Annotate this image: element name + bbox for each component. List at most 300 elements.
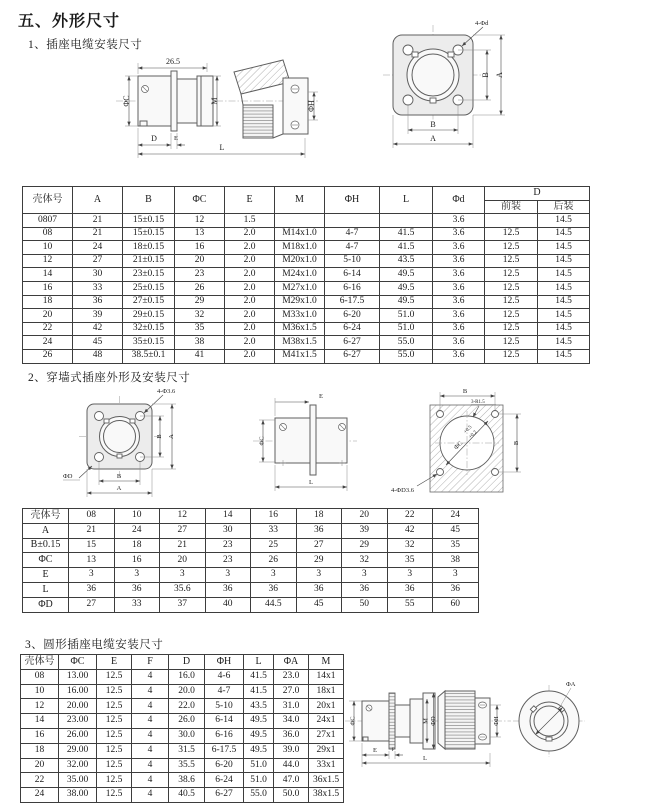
panel-cutout-view xyxy=(391,388,521,494)
table-row xyxy=(23,597,479,612)
table-cell: 3.6 xyxy=(433,322,485,336)
table-cell: 24x1 xyxy=(309,714,344,729)
dim-phiA: ΦA xyxy=(566,681,576,688)
table-cell: 36 xyxy=(69,582,115,597)
table-round-socket-cable-dimensions xyxy=(20,654,344,803)
table-cell: 55.0 xyxy=(380,336,433,350)
table-cell: 3.6 xyxy=(433,227,485,241)
table-cell: 31.5 xyxy=(169,743,205,758)
table-cell: 12.5 xyxy=(485,254,538,268)
table-cell: 12.5 xyxy=(97,699,132,714)
table-cell: 23.0 xyxy=(274,669,309,684)
column-header: D xyxy=(169,655,205,670)
table-cell: 12.5 xyxy=(97,788,132,803)
table-cell: 24 xyxy=(21,788,59,803)
table-cell: 14.5 xyxy=(538,295,590,309)
table-cell: 38 xyxy=(433,553,479,568)
table-row xyxy=(23,281,590,295)
table-cell: 3.6 xyxy=(433,214,485,228)
table-cell: M29x1.0 xyxy=(275,295,325,309)
table-cell: 27±0.15 xyxy=(123,295,175,309)
table-cell: 35.5 xyxy=(169,758,205,773)
table-cell: 4 xyxy=(132,684,169,699)
table-cell: 6-16 xyxy=(325,281,380,295)
table-cell: 27x1 xyxy=(309,728,344,743)
table-cell: 12.5 xyxy=(485,241,538,255)
table-cell: 14.5 xyxy=(538,214,590,228)
table-cell: 32 xyxy=(342,553,388,568)
table-cell: 60 xyxy=(433,597,479,612)
column-header: ΦA xyxy=(274,655,309,670)
table-cell: 27 xyxy=(73,254,123,268)
table-row xyxy=(23,349,590,363)
table-row xyxy=(23,523,479,538)
table-cell: 18 xyxy=(114,538,160,553)
cutout-dim-b-right: B xyxy=(513,440,520,446)
column-header: M xyxy=(275,187,325,214)
column-header-group-d: D xyxy=(485,187,590,201)
dim-e: E xyxy=(319,393,323,400)
table-cell: 6-14 xyxy=(325,268,380,282)
table-cell: 36x1.5 xyxy=(309,773,344,788)
table-cell: M38x1.5 xyxy=(275,336,325,350)
table-cell: 29 xyxy=(175,295,225,309)
table-cell: 08 xyxy=(21,669,59,684)
table-cell: 49.5 xyxy=(380,268,433,282)
table-cell: M41x1.5 xyxy=(275,349,325,363)
column-header: 壳体号 xyxy=(23,187,73,214)
table-row xyxy=(21,773,344,788)
table-cell: 14.5 xyxy=(538,322,590,336)
table-cell: 20 xyxy=(160,553,206,568)
dim-a-vertical: A xyxy=(168,434,175,439)
table-cell: 20x1 xyxy=(309,699,344,714)
dim-m: M xyxy=(422,718,430,724)
table-cell: 12 xyxy=(175,214,225,228)
table-cell: 42 xyxy=(387,523,433,538)
table-cell: 13 xyxy=(175,227,225,241)
dim-b-horizontal: B xyxy=(430,120,436,129)
table-cell: 35.00 xyxy=(59,773,97,788)
table-cell: 36 xyxy=(296,582,342,597)
table-cell: 2.0 xyxy=(225,281,275,295)
table-cell: 24 xyxy=(114,523,160,538)
table-row xyxy=(23,582,479,597)
cutout-holes-callout: 4-ΦD3.6 xyxy=(391,487,414,494)
table-cell: 36 xyxy=(205,582,251,597)
dim-l: L xyxy=(309,479,313,486)
table-cell: 21±0.15 xyxy=(123,254,175,268)
table-cell: 20 xyxy=(21,758,59,773)
table-cell: 14.5 xyxy=(538,241,590,255)
table-cell: 2.0 xyxy=(225,268,275,282)
table-row xyxy=(21,788,344,803)
table-cell: 12.5 xyxy=(485,295,538,309)
table-cell: 16 xyxy=(114,553,160,568)
table-cell: 5-10 xyxy=(205,699,244,714)
table-cell: 16 xyxy=(23,281,73,295)
table-cell: 4 xyxy=(132,714,169,729)
table-cell: 4 xyxy=(132,773,169,788)
table-cell: 3.6 xyxy=(433,268,485,282)
table-cell: 24 xyxy=(23,336,73,350)
column-header: ΦH xyxy=(205,655,244,670)
cutout-tol-lower: +0.2 xyxy=(468,430,479,440)
table-cell: 21 xyxy=(160,538,206,553)
table-cell: 31.0 xyxy=(274,699,309,714)
dim-b-horizontal: B xyxy=(116,473,122,480)
table-cell: 32 xyxy=(387,538,433,553)
table-cell: 16 xyxy=(251,509,297,524)
table-cell: 12.5 xyxy=(97,758,132,773)
table-cell: 34.0 xyxy=(274,714,309,729)
table-cell: 08 xyxy=(69,509,115,524)
table-cell: 22 xyxy=(23,322,73,336)
table-cell: 44.5 xyxy=(251,597,297,612)
table-cell: 47.0 xyxy=(274,773,309,788)
table-cell: 2.0 xyxy=(225,254,275,268)
table-cell: 4-7 xyxy=(325,241,380,255)
table-cell: 23 xyxy=(205,553,251,568)
cutout-dim-b-top: B xyxy=(462,388,468,395)
table-cell: 16 xyxy=(21,728,59,743)
table-cell: 26.00 xyxy=(59,728,97,743)
table-cell: 15 xyxy=(69,538,115,553)
table-cell: 12.5 xyxy=(485,281,538,295)
table-cell: 49.5 xyxy=(244,728,274,743)
table-cell: 26 xyxy=(251,553,297,568)
table-cell: 6-27 xyxy=(325,336,380,350)
table-row xyxy=(23,322,590,336)
table-cell: 12 xyxy=(23,254,73,268)
table-cell: 18±0.15 xyxy=(123,241,175,255)
table-cell: 3.6 xyxy=(433,349,485,363)
table-cell: 22 xyxy=(387,509,433,524)
table-cell: 38 xyxy=(175,336,225,350)
table-wall-through-dimensions xyxy=(22,508,479,613)
table-row xyxy=(23,295,590,309)
table-cell: 12.5 xyxy=(97,743,132,758)
table-cell: 30.0 xyxy=(169,728,205,743)
table-cell xyxy=(485,214,538,228)
table-cell: 36 xyxy=(251,582,297,597)
table-cell: 41.5 xyxy=(244,684,274,699)
table-row xyxy=(23,254,590,268)
dim-e: E xyxy=(174,135,178,142)
table-cell: 3.6 xyxy=(433,254,485,268)
table-cell: 3 xyxy=(69,568,115,583)
table-cell: 14.5 xyxy=(538,349,590,363)
table-row xyxy=(21,684,344,699)
dim-a-horizontal: A xyxy=(430,134,436,143)
table-cell: 12.5 xyxy=(97,714,132,729)
flange-front-view xyxy=(63,388,176,497)
table-cell: M36x1.5 xyxy=(275,322,325,336)
table-cell: 41.5 xyxy=(380,227,433,241)
table-cell: 15±0.15 xyxy=(123,227,175,241)
table-cell: 27 xyxy=(69,597,115,612)
table-cell: 2.0 xyxy=(225,309,275,323)
table-cell: 41.5 xyxy=(380,241,433,255)
column-header: ΦC xyxy=(59,655,97,670)
table-cell: 10 xyxy=(114,509,160,524)
table-cell: 3 xyxy=(433,568,479,583)
table-cell: 49.5 xyxy=(244,743,274,758)
table-cell: 6-16 xyxy=(205,728,244,743)
table-cell: 6-17.5 xyxy=(205,743,244,758)
table-cell: 24 xyxy=(433,509,479,524)
table-cell: 21 xyxy=(73,227,123,241)
table-cell: 27.0 xyxy=(274,684,309,699)
table-cell: 1.5 xyxy=(225,214,275,228)
dim-f: F xyxy=(391,748,395,753)
table-cell: 4-6 xyxy=(205,669,244,684)
cutout-radius-callout: 3-R1.5 xyxy=(471,400,485,405)
table-cell: 39 xyxy=(73,309,123,323)
table-cell: 51.0 xyxy=(380,322,433,336)
table-cell: 14.5 xyxy=(538,281,590,295)
dim-phiD: ΦD xyxy=(63,473,73,480)
table-row xyxy=(23,336,590,350)
table-cell: 14.5 xyxy=(538,227,590,241)
table-cell: 10 xyxy=(23,241,73,255)
table-row xyxy=(23,568,479,583)
column-subheader: 前装 xyxy=(485,200,538,214)
table-cell: ΦD xyxy=(23,597,69,612)
dim-b-vertical: B xyxy=(156,434,163,439)
table-cell: 5-10 xyxy=(325,254,380,268)
table-cell: 0807 xyxy=(23,214,73,228)
table-cell: 6-24 xyxy=(325,322,380,336)
table-cell: 6-24 xyxy=(205,773,244,788)
table-cell: M33x1.0 xyxy=(275,309,325,323)
table-cell: 6-14 xyxy=(205,714,244,729)
table-row xyxy=(23,309,590,323)
column-subheader: 后装 xyxy=(538,200,590,214)
table-cell: 20 xyxy=(342,509,388,524)
table-cell: 20 xyxy=(23,309,73,323)
table-cell: 10 xyxy=(21,684,59,699)
dim-l: L xyxy=(219,143,225,152)
table-cell: 33 xyxy=(73,281,123,295)
table-cell: 3 xyxy=(160,568,206,583)
table-cell: 50 xyxy=(342,597,388,612)
table-cell: 20.00 xyxy=(59,699,97,714)
table-cell: 3.6 xyxy=(433,336,485,350)
table-row xyxy=(23,509,479,524)
table-cell: 20.0 xyxy=(169,684,205,699)
table-cell: 12.5 xyxy=(485,349,538,363)
table-cell: 14x1 xyxy=(309,669,344,684)
table-cell: 22 xyxy=(21,773,59,788)
column-header: B xyxy=(123,187,175,214)
table-row xyxy=(21,669,344,684)
table-cell: 35 xyxy=(175,322,225,336)
table-cell: 3 xyxy=(114,568,160,583)
table-cell: 4-7 xyxy=(325,227,380,241)
table-cell: 18x1 xyxy=(309,684,344,699)
table-cell: 27 xyxy=(296,538,342,553)
table-row xyxy=(21,743,344,758)
table-cell: 36 xyxy=(433,582,479,597)
table-cell: 44.0 xyxy=(274,758,309,773)
table-cell: 4 xyxy=(132,758,169,773)
table-cell: 36 xyxy=(296,523,342,538)
table-cell: 6-27 xyxy=(205,788,244,803)
table-cell: 49.5 xyxy=(244,714,274,729)
table-cell: 55.0 xyxy=(380,349,433,363)
table-cell: 4-7 xyxy=(205,684,244,699)
table-cell: 29x1 xyxy=(309,743,344,758)
table-cell: 45 xyxy=(296,597,342,612)
table-cell: 55 xyxy=(387,597,433,612)
table-cell: 26 xyxy=(23,349,73,363)
table-cell: 6-20 xyxy=(205,758,244,773)
table-cell: 14.5 xyxy=(538,254,590,268)
table-cell: 38x1.5 xyxy=(309,788,344,803)
square-flange-front-view xyxy=(383,20,505,148)
table-cell: 6-20 xyxy=(325,309,380,323)
table-cell: 3.6 xyxy=(433,241,485,255)
dim-26-5: 26.5 xyxy=(166,57,180,66)
table-row xyxy=(21,699,344,714)
table-cell: 51.0 xyxy=(244,773,274,788)
table-cell: 12.5 xyxy=(485,268,538,282)
dim-a-horizontal: A xyxy=(116,485,122,492)
table-cell: 14.5 xyxy=(538,336,590,350)
table-cell: 29 xyxy=(296,553,342,568)
table-cell: 25 xyxy=(251,538,297,553)
table-cell: 2.0 xyxy=(225,322,275,336)
table-cell: 6-27 xyxy=(325,349,380,363)
table-cell: 12.5 xyxy=(97,773,132,788)
table-cell: 39.0 xyxy=(274,743,309,758)
table-cell: 50.0 xyxy=(274,788,309,803)
table-cell: 14 xyxy=(21,714,59,729)
table-cell: 33 xyxy=(114,597,160,612)
table-cell: 35 xyxy=(387,553,433,568)
dim-a-vertical: A xyxy=(495,72,504,78)
table-cell: 38.6 xyxy=(169,773,205,788)
table-cell: 35.6 xyxy=(160,582,206,597)
table-cell: 30 xyxy=(73,268,123,282)
table-cell: 2.0 xyxy=(225,336,275,350)
dim-l: L xyxy=(423,755,427,762)
table-cell: 32±0.15 xyxy=(123,322,175,336)
column-header: F xyxy=(132,655,169,670)
table-cell: 24 xyxy=(73,241,123,255)
table-cell: 08 xyxy=(23,227,73,241)
table-cell: 30 xyxy=(205,523,251,538)
table-row xyxy=(23,268,590,282)
table-cell: 14.5 xyxy=(538,309,590,323)
table-cell: 45 xyxy=(433,523,479,538)
table-cell: 14 xyxy=(205,509,251,524)
table-cell: 49.5 xyxy=(380,295,433,309)
cutout-tol-upper: +0.5 xyxy=(463,425,474,436)
table-cell: M14x1.0 xyxy=(275,227,325,241)
table-cell: M20x1.0 xyxy=(275,254,325,268)
table-cell: 12.5 xyxy=(485,227,538,241)
dim-e: E xyxy=(373,747,377,754)
table-cell: 36 xyxy=(114,582,160,597)
round-socket-front-view xyxy=(513,681,585,757)
column-header: Φd xyxy=(433,187,485,214)
table-cell: 35 xyxy=(433,538,479,553)
table-cell: 42 xyxy=(73,322,123,336)
dim-phiC: ΦC xyxy=(122,95,131,107)
table-cell: 4 xyxy=(132,788,169,803)
dim-phiD: ΦD xyxy=(430,716,437,726)
section2-heading: 2、穿墙式插座外形及安装尺寸 xyxy=(28,372,191,384)
table-cell: 23.00 xyxy=(59,714,97,729)
table-cell: 3 xyxy=(296,568,342,583)
table-cell: 38.00 xyxy=(59,788,97,803)
table-cell: 36 xyxy=(387,582,433,597)
table-cell: 16 xyxy=(175,241,225,255)
table-cell: 4 xyxy=(132,669,169,684)
table-cell: 23 xyxy=(175,268,225,282)
table-row xyxy=(21,714,344,729)
table-cell: 2.0 xyxy=(225,227,275,241)
table-cell: 12 xyxy=(160,509,206,524)
table-cell: 36 xyxy=(73,295,123,309)
table-cell: 16.0 xyxy=(169,669,205,684)
table-cell: 23±0.15 xyxy=(123,268,175,282)
table-cell: L xyxy=(23,582,69,597)
table-row xyxy=(23,553,479,568)
table-cell: M27x1.0 xyxy=(275,281,325,295)
table-socket-cable-dimensions xyxy=(22,186,590,364)
table-cell: 49.5 xyxy=(380,281,433,295)
table-cell: 12.5 xyxy=(97,684,132,699)
table-cell: 4 xyxy=(132,699,169,714)
column-header: A xyxy=(73,187,123,214)
table-cell: 13 xyxy=(69,553,115,568)
table-cell: 12.5 xyxy=(97,669,132,684)
table-row xyxy=(23,538,479,553)
table-cell: 29 xyxy=(342,538,388,553)
table-cell: 14 xyxy=(23,268,73,282)
drawing-socket-cable-views xyxy=(100,8,520,180)
wall-through-side-view xyxy=(253,393,357,491)
table-cell: 51.0 xyxy=(244,758,274,773)
table-cell: ΦC xyxy=(23,553,69,568)
section3-heading: 3、圆形插座电缆安装尺寸 xyxy=(25,639,164,651)
column-header: 壳体号 xyxy=(21,655,59,670)
dim-phiH: ΦH xyxy=(493,716,500,726)
cutout-dim-phiC: ΦC xyxy=(452,439,465,452)
table-cell: 壳体号 xyxy=(23,509,69,524)
table-row xyxy=(23,214,590,228)
table-cell: 4 xyxy=(132,728,169,743)
flange-holes-callout: 4-Φd xyxy=(475,20,489,27)
drawing-round-socket-views xyxy=(345,645,667,805)
table-cell: 39 xyxy=(342,523,388,538)
dim-m: M xyxy=(210,97,219,105)
table-cell: 3.6 xyxy=(433,309,485,323)
column-header: E xyxy=(97,655,132,670)
table-cell: 3.6 xyxy=(433,281,485,295)
table-cell: 12.5 xyxy=(485,322,538,336)
table-cell: 14.5 xyxy=(538,268,590,282)
table-cell: 23 xyxy=(205,538,251,553)
table-cell: 21 xyxy=(73,214,123,228)
drawing-wall-through-views xyxy=(55,383,525,508)
table-cell: 3 xyxy=(387,568,433,583)
table-row xyxy=(23,227,590,241)
table-cell: 18 xyxy=(296,509,342,524)
